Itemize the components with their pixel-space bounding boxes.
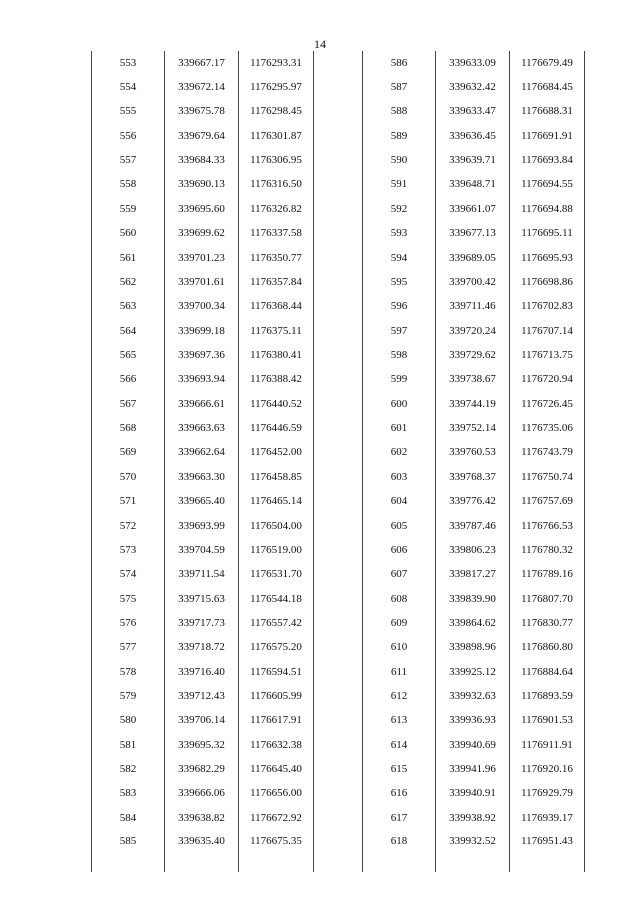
table-row xyxy=(363,538,585,562)
table-row xyxy=(363,636,585,660)
y-coordinate-cell: 1176594.51 xyxy=(239,660,314,684)
point-number-cell: 602 xyxy=(363,441,436,465)
y-coordinate-cell: 1176531.70 xyxy=(239,563,314,587)
y-coordinate-cell: 1176694.88 xyxy=(510,197,585,221)
x-coordinate-cell: 339695.60 xyxy=(165,197,239,221)
coordinates-table-right xyxy=(362,51,585,872)
x-coordinate-cell: 339936.93 xyxy=(436,709,510,733)
x-coordinate-cell: 339648.71 xyxy=(436,173,510,197)
table-row xyxy=(363,51,585,75)
x-coordinate-cell: 339700.42 xyxy=(436,270,510,294)
x-coordinate-cell: 339665.40 xyxy=(165,489,239,513)
y-coordinate-cell: 1176306.95 xyxy=(239,148,314,172)
x-coordinate-cell: 339806.23 xyxy=(436,538,510,562)
point-number-cell: 560 xyxy=(92,222,165,246)
y-coordinate-cell: 1176632.38 xyxy=(239,733,314,757)
table-row xyxy=(363,611,585,635)
y-coordinate-cell: 1176298.45 xyxy=(239,100,314,124)
point-number-cell: 604 xyxy=(363,489,436,513)
table-row xyxy=(363,173,585,197)
table-row xyxy=(363,465,585,489)
point-number-cell: 578 xyxy=(92,660,165,684)
table-row xyxy=(92,563,314,587)
y-coordinate-cell: 1176713.75 xyxy=(510,343,585,367)
y-coordinate-cell: 1176326.82 xyxy=(239,197,314,221)
table-row xyxy=(363,368,585,392)
y-coordinate-cell: 1176544.18 xyxy=(239,587,314,611)
y-coordinate-cell: 1176911.91 xyxy=(510,733,585,757)
x-coordinate-cell: 339697.36 xyxy=(165,343,239,367)
x-coordinate-cell: 339938.92 xyxy=(436,806,510,830)
y-coordinate-cell: 1176368.44 xyxy=(239,295,314,319)
point-number-cell: 592 xyxy=(363,197,436,221)
y-coordinate-cell: 1176830.77 xyxy=(510,611,585,635)
x-coordinate-cell: 339776.42 xyxy=(436,489,510,513)
point-number-cell: 565 xyxy=(92,343,165,367)
table-row xyxy=(363,319,585,343)
table-row xyxy=(363,757,585,781)
x-coordinate-cell: 339932.63 xyxy=(436,684,510,708)
y-coordinate-cell: 1176901.53 xyxy=(510,709,585,733)
x-coordinate-cell: 339695.32 xyxy=(165,733,239,757)
point-number-cell: 594 xyxy=(363,246,436,270)
y-coordinate-cell: 1176504.00 xyxy=(239,514,314,538)
point-number-cell: 599 xyxy=(363,368,436,392)
y-coordinate-cell: 1176929.79 xyxy=(510,782,585,806)
x-coordinate-cell: 339699.62 xyxy=(165,222,239,246)
x-coordinate-cell: 339661.07 xyxy=(436,197,510,221)
x-coordinate-cell: 339839.90 xyxy=(436,587,510,611)
x-coordinate-cell: 339718.72 xyxy=(165,636,239,660)
x-coordinate-cell: 339717.73 xyxy=(165,611,239,635)
point-number-cell: 584 xyxy=(92,806,165,830)
table-row xyxy=(92,368,314,392)
y-coordinate-cell: 1176698.86 xyxy=(510,270,585,294)
y-coordinate-cell: 1176688.31 xyxy=(510,100,585,124)
y-coordinate-cell: 1176301.87 xyxy=(239,124,314,148)
y-coordinate-cell: 1176465.14 xyxy=(239,489,314,513)
point-number-cell: 589 xyxy=(363,124,436,148)
x-coordinate-cell: 339898.96 xyxy=(436,636,510,660)
y-coordinate-cell: 1176605.99 xyxy=(239,684,314,708)
table-row xyxy=(92,270,314,294)
x-coordinate-cell: 339715.63 xyxy=(165,587,239,611)
table-row xyxy=(363,709,585,733)
y-coordinate-cell: 1176780.32 xyxy=(510,538,585,562)
table-row xyxy=(92,587,314,611)
x-coordinate-cell: 339672.14 xyxy=(165,75,239,99)
point-number-cell: 555 xyxy=(92,100,165,124)
point-number-cell: 586 xyxy=(363,51,436,75)
x-coordinate-cell: 339720.24 xyxy=(436,319,510,343)
table-row xyxy=(363,392,585,416)
point-number-cell: 572 xyxy=(92,514,165,538)
y-coordinate-cell: 1176519.00 xyxy=(239,538,314,562)
point-number-cell: 564 xyxy=(92,319,165,343)
y-coordinate-cell: 1176920.16 xyxy=(510,757,585,781)
x-coordinate-cell: 339675.78 xyxy=(165,100,239,124)
x-coordinate-cell: 339711.46 xyxy=(436,295,510,319)
y-coordinate-cell: 1176757.69 xyxy=(510,489,585,513)
x-coordinate-cell: 339636.45 xyxy=(436,124,510,148)
x-coordinate-cell: 339689.05 xyxy=(436,246,510,270)
x-coordinate-cell: 339704.59 xyxy=(165,538,239,562)
point-number-cell: 570 xyxy=(92,465,165,489)
table-row xyxy=(92,660,314,684)
y-coordinate-cell: 1176388.42 xyxy=(239,368,314,392)
y-coordinate-cell: 1176951.43 xyxy=(510,831,585,872)
point-number-cell: 598 xyxy=(363,343,436,367)
point-number-cell: 617 xyxy=(363,806,436,830)
x-coordinate-cell: 339693.94 xyxy=(165,368,239,392)
x-coordinate-cell: 339940.69 xyxy=(436,733,510,757)
table-row xyxy=(92,173,314,197)
point-number-cell: 562 xyxy=(92,270,165,294)
point-number-cell: 580 xyxy=(92,709,165,733)
point-number-cell: 612 xyxy=(363,684,436,708)
table-row xyxy=(92,782,314,806)
y-coordinate-cell: 1176695.93 xyxy=(510,246,585,270)
table-row xyxy=(92,197,314,221)
point-number-cell: 595 xyxy=(363,270,436,294)
table-row xyxy=(92,222,314,246)
x-coordinate-cell: 339712.43 xyxy=(165,684,239,708)
point-number-cell: 615 xyxy=(363,757,436,781)
point-number-cell: 597 xyxy=(363,319,436,343)
x-coordinate-cell: 339662.64 xyxy=(165,441,239,465)
table-row xyxy=(363,563,585,587)
y-coordinate-cell: 1176860.80 xyxy=(510,636,585,660)
point-number-cell: 616 xyxy=(363,782,436,806)
y-coordinate-cell: 1176458.85 xyxy=(239,465,314,489)
table-row xyxy=(92,611,314,635)
y-coordinate-cell: 1176295.97 xyxy=(239,75,314,99)
point-number-cell: 568 xyxy=(92,416,165,440)
point-number-cell: 609 xyxy=(363,611,436,635)
table-row xyxy=(92,636,314,660)
y-coordinate-cell: 1176735.06 xyxy=(510,416,585,440)
x-coordinate-cell: 339706.14 xyxy=(165,709,239,733)
y-coordinate-cell: 1176694.55 xyxy=(510,173,585,197)
y-coordinate-cell: 1176617.91 xyxy=(239,709,314,733)
y-coordinate-cell: 1176557.42 xyxy=(239,611,314,635)
x-coordinate-cell: 339932.52 xyxy=(436,831,510,872)
table-row xyxy=(92,465,314,489)
y-coordinate-cell: 1176693.84 xyxy=(510,148,585,172)
y-coordinate-cell: 1176893.59 xyxy=(510,684,585,708)
point-number-cell: 571 xyxy=(92,489,165,513)
point-number-cell: 596 xyxy=(363,295,436,319)
x-coordinate-cell: 339690.13 xyxy=(165,173,239,197)
table-row xyxy=(92,416,314,440)
x-coordinate-cell: 339633.09 xyxy=(436,51,510,75)
table-row xyxy=(363,587,585,611)
table-row xyxy=(92,538,314,562)
table-row xyxy=(363,124,585,148)
x-coordinate-cell: 339941.96 xyxy=(436,757,510,781)
table-row xyxy=(363,270,585,294)
coordinates-table-left xyxy=(91,51,314,872)
point-number-cell: 601 xyxy=(363,416,436,440)
x-coordinate-cell: 339693.99 xyxy=(165,514,239,538)
point-number-cell: 618 xyxy=(363,831,436,872)
point-number-cell: 561 xyxy=(92,246,165,270)
table-row xyxy=(363,295,585,319)
table-row xyxy=(363,148,585,172)
point-number-cell: 569 xyxy=(92,441,165,465)
point-number-cell: 607 xyxy=(363,563,436,587)
table-row xyxy=(92,514,314,538)
point-number-cell: 606 xyxy=(363,538,436,562)
x-coordinate-cell: 339666.06 xyxy=(165,782,239,806)
x-coordinate-cell: 339711.54 xyxy=(165,563,239,587)
point-number-cell: 557 xyxy=(92,148,165,172)
table-row xyxy=(363,733,585,757)
y-coordinate-cell: 1176446.59 xyxy=(239,416,314,440)
point-number-cell: 556 xyxy=(92,124,165,148)
y-coordinate-cell: 1176337.58 xyxy=(239,222,314,246)
y-coordinate-cell: 1176789.16 xyxy=(510,563,585,587)
y-coordinate-cell: 1176656.00 xyxy=(239,782,314,806)
table-row xyxy=(92,392,314,416)
y-coordinate-cell: 1176375.11 xyxy=(239,319,314,343)
x-coordinate-cell: 339716.40 xyxy=(165,660,239,684)
table-row xyxy=(363,441,585,465)
table-row xyxy=(92,295,314,319)
y-coordinate-cell: 1176350.77 xyxy=(239,246,314,270)
x-coordinate-cell: 339787.46 xyxy=(436,514,510,538)
table-row xyxy=(363,75,585,99)
y-coordinate-cell: 1176684.45 xyxy=(510,75,585,99)
point-number-cell: 614 xyxy=(363,733,436,757)
table-row xyxy=(363,100,585,124)
table-row xyxy=(92,343,314,367)
x-coordinate-cell: 339768.37 xyxy=(436,465,510,489)
x-coordinate-cell: 339864.62 xyxy=(436,611,510,635)
point-number-cell: 608 xyxy=(363,587,436,611)
y-coordinate-cell: 1176293.31 xyxy=(239,51,314,75)
point-number-cell: 600 xyxy=(363,392,436,416)
y-coordinate-cell: 1176575.20 xyxy=(239,636,314,660)
x-coordinate-cell: 339638.82 xyxy=(165,806,239,830)
point-number-cell: 613 xyxy=(363,709,436,733)
table-row xyxy=(92,51,314,75)
table-row xyxy=(92,733,314,757)
y-coordinate-cell: 1176766.53 xyxy=(510,514,585,538)
point-number-cell: 593 xyxy=(363,222,436,246)
y-coordinate-cell: 1176884.64 xyxy=(510,660,585,684)
x-coordinate-cell: 339666.61 xyxy=(165,392,239,416)
table-row xyxy=(92,246,314,270)
x-coordinate-cell: 339663.63 xyxy=(165,416,239,440)
point-number-cell: 585 xyxy=(92,831,165,872)
y-coordinate-cell: 1176380.41 xyxy=(239,343,314,367)
point-number-cell: 559 xyxy=(92,197,165,221)
table-row xyxy=(92,124,314,148)
x-coordinate-cell: 339817.27 xyxy=(436,563,510,587)
table-row xyxy=(92,75,314,99)
y-coordinate-cell: 1176702.83 xyxy=(510,295,585,319)
x-coordinate-cell: 339925.12 xyxy=(436,660,510,684)
point-number-cell: 591 xyxy=(363,173,436,197)
x-coordinate-cell: 339639.71 xyxy=(436,148,510,172)
x-coordinate-cell: 339701.61 xyxy=(165,270,239,294)
table-row xyxy=(92,757,314,781)
x-coordinate-cell: 339699.18 xyxy=(165,319,239,343)
y-coordinate-cell: 1176357.84 xyxy=(239,270,314,294)
y-coordinate-cell: 1176750.74 xyxy=(510,465,585,489)
x-coordinate-cell: 339940.91 xyxy=(436,782,510,806)
point-number-cell: 574 xyxy=(92,563,165,587)
point-number-cell: 576 xyxy=(92,611,165,635)
x-coordinate-cell: 339701.23 xyxy=(165,246,239,270)
x-coordinate-cell: 339633.47 xyxy=(436,100,510,124)
table-row xyxy=(363,489,585,513)
y-coordinate-cell: 1176675.35 xyxy=(239,831,314,872)
point-number-cell: 577 xyxy=(92,636,165,660)
point-number-cell: 554 xyxy=(92,75,165,99)
x-coordinate-cell: 339663.30 xyxy=(165,465,239,489)
y-coordinate-cell: 1176743.79 xyxy=(510,441,585,465)
table-row xyxy=(363,197,585,221)
table-row xyxy=(363,806,585,830)
point-number-cell: 581 xyxy=(92,733,165,757)
x-coordinate-cell: 339667.17 xyxy=(165,51,239,75)
point-number-cell: 588 xyxy=(363,100,436,124)
point-number-cell: 582 xyxy=(92,757,165,781)
point-number-cell: 579 xyxy=(92,684,165,708)
y-coordinate-cell: 1176726.45 xyxy=(510,392,585,416)
y-coordinate-cell: 1176807.70 xyxy=(510,587,585,611)
point-number-cell: 590 xyxy=(363,148,436,172)
table-row xyxy=(92,148,314,172)
table-row xyxy=(363,684,585,708)
x-coordinate-cell: 339738.67 xyxy=(436,368,510,392)
y-coordinate-cell: 1176939.17 xyxy=(510,806,585,830)
x-coordinate-cell: 339635.40 xyxy=(165,831,239,872)
table-row xyxy=(92,831,314,872)
table-row xyxy=(92,319,314,343)
y-coordinate-cell: 1176440.52 xyxy=(239,392,314,416)
x-coordinate-cell: 339684.33 xyxy=(165,148,239,172)
point-number-cell: 567 xyxy=(92,392,165,416)
table-row xyxy=(92,100,314,124)
x-coordinate-cell: 339632.42 xyxy=(436,75,510,99)
y-coordinate-cell: 1176672.92 xyxy=(239,806,314,830)
table-row xyxy=(92,441,314,465)
point-number-cell: 553 xyxy=(92,51,165,75)
point-number-cell: 610 xyxy=(363,636,436,660)
point-number-cell: 558 xyxy=(92,173,165,197)
point-number-cell: 583 xyxy=(92,782,165,806)
table-row xyxy=(363,416,585,440)
table-row xyxy=(92,489,314,513)
point-number-cell: 605 xyxy=(363,514,436,538)
table-row xyxy=(92,709,314,733)
point-number-cell: 566 xyxy=(92,368,165,392)
page-number: 14 xyxy=(314,37,326,51)
point-number-cell: 573 xyxy=(92,538,165,562)
point-number-cell: 603 xyxy=(363,465,436,489)
x-coordinate-cell: 339682.29 xyxy=(165,757,239,781)
x-coordinate-cell: 339677.13 xyxy=(436,222,510,246)
y-coordinate-cell: 1176452.00 xyxy=(239,441,314,465)
y-coordinate-cell: 1176679.49 xyxy=(510,51,585,75)
point-number-cell: 563 xyxy=(92,295,165,319)
y-coordinate-cell: 1176695.11 xyxy=(510,222,585,246)
y-coordinate-cell: 1176645.40 xyxy=(239,757,314,781)
y-coordinate-cell: 1176316.50 xyxy=(239,173,314,197)
table-row xyxy=(363,782,585,806)
point-number-cell: 575 xyxy=(92,587,165,611)
table-row xyxy=(363,831,585,872)
x-coordinate-cell: 339729.62 xyxy=(436,343,510,367)
table-row xyxy=(363,222,585,246)
x-coordinate-cell: 339760.53 xyxy=(436,441,510,465)
table-row xyxy=(363,660,585,684)
y-coordinate-cell: 1176691.91 xyxy=(510,124,585,148)
x-coordinate-cell: 339752.14 xyxy=(436,416,510,440)
table-row xyxy=(363,343,585,367)
table-row xyxy=(92,684,314,708)
table-row xyxy=(363,514,585,538)
point-number-cell: 611 xyxy=(363,660,436,684)
table-row xyxy=(363,246,585,270)
y-coordinate-cell: 1176720.94 xyxy=(510,368,585,392)
point-number-cell: 587 xyxy=(363,75,436,99)
y-coordinate-cell: 1176707.14 xyxy=(510,319,585,343)
x-coordinate-cell: 339700.34 xyxy=(165,295,239,319)
x-coordinate-cell: 339744.19 xyxy=(436,392,510,416)
x-coordinate-cell: 339679.64 xyxy=(165,124,239,148)
table-row xyxy=(92,806,314,830)
